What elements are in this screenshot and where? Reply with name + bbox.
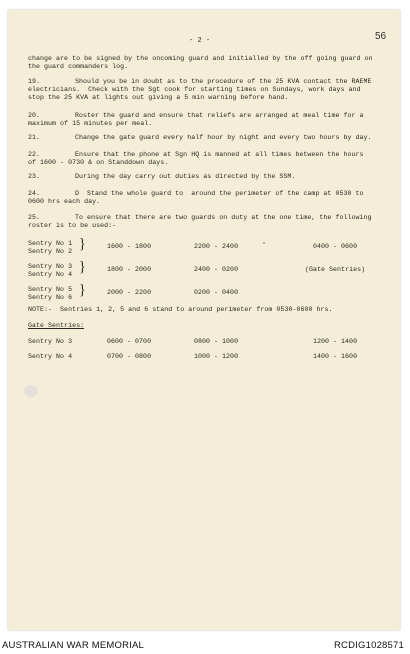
document-page	[8, 10, 400, 630]
gate-row-1-col-1: 0600 - 0700	[107, 338, 152, 345]
para-20-line-1: Roster the guard and ensure that reliefs are arranged at meal time for a	[75, 112, 364, 119]
footer-archive-name: AUSTRALIAN WAR MEMORIAL	[2, 640, 145, 651]
para-21-line-1: Change the gate guard every half hour by night and every two hours by day.	[75, 134, 372, 141]
roster-2-brace: }	[79, 259, 86, 276]
roster-2-shift-1: 1800 - 2000	[107, 266, 152, 273]
para-20-number: 20.	[28, 112, 41, 119]
roster-3-sentry-a: Sentry No 5	[28, 286, 73, 293]
gate-row-1-col-2: 0800 - 1000	[194, 338, 239, 345]
para-23-line-1: During the day carry out duties as directed by the SSM.	[75, 173, 296, 180]
roster-1-sentry-a: Sentry No 1	[28, 240, 73, 247]
roster-1-sentry-b: Sentry No 2	[28, 248, 73, 255]
para-19-line-2: electricians. Check with the Sgt cook for starting times on Sundays, work days and	[28, 86, 361, 93]
roster-3-brace: }	[79, 282, 86, 299]
para-24-number: 24.	[28, 190, 41, 197]
gate-row-2-col-2: 1000 - 1200	[194, 353, 239, 360]
roster-2-shift-2: 2400 - 0200	[194, 266, 239, 273]
para-25-line-1: To ensure that there are two guards on duty at the one time, the following	[75, 214, 372, 221]
para-20-line-2: maximum of 15 minutes per meal.	[28, 120, 153, 127]
footer-record-id: RCDIG1028571	[334, 640, 404, 651]
roster-1-shift-1: 1600 - 1800	[107, 243, 152, 250]
para-25-line-2: roster is to be used:-	[28, 222, 117, 229]
para-22-number: 22.	[28, 151, 41, 158]
roster-1-shift-2: 2200 - 2400	[194, 243, 239, 250]
para-24-line-1: D Stand the whole guard to around the perimeter of the camp at 0530 to	[75, 190, 364, 197]
para-22-line-2: of 1600 - 0730 & on Standdown days.	[28, 159, 169, 166]
roster-2-sentry-b: Sentry No 4	[28, 271, 73, 278]
roster-2-sentry-a: Sentry No 3	[28, 263, 73, 270]
roster-1-shift-3: 0400 - 0600	[313, 243, 358, 250]
paper-speck	[263, 242, 265, 244]
gate-row-1-col-3: 1200 - 1400	[313, 338, 358, 345]
gate-row-2-col-3: 1400 - 1600	[313, 353, 358, 360]
para-22-line-1: Ensure that the phone at Sgn HQ is manned at all times between the hours	[75, 151, 364, 158]
para-19-line-1: Should you be in doubt as to the procedure of the 25 KVA contact the RAEME	[75, 78, 372, 85]
roster-1-brace: }	[79, 236, 86, 253]
gate-sentries-heading: Gate Sentries:	[28, 322, 85, 329]
gate-row-2-col-1: 0700 - 0800	[107, 353, 152, 360]
gate-row-1-label: Sentry No 3	[28, 338, 73, 345]
paper-smudge	[24, 385, 38, 397]
roster-2-shift-3: (Gate Sentries)	[305, 266, 366, 273]
continuation-line-2: the guard commanders log.	[28, 63, 129, 70]
para-24-line-2: 0600 hrs each day.	[28, 198, 101, 205]
roster-3-shift-2: 0200 - 0400	[194, 289, 239, 296]
roster-3-sentry-b: Sentry No 6	[28, 294, 73, 301]
continuation-line-1: change are to be signed by the oncoming guard and initialled by the off going guard on	[28, 55, 373, 62]
para-23-number: 23.	[28, 173, 41, 180]
roster-note: NOTE:- Sentries 1, 2, 5 and 6 stand to around perimeter from 0530-0600 hrs.	[28, 306, 333, 313]
para-21-number: 21.	[28, 134, 41, 141]
page-number: - 2 -	[189, 37, 211, 45]
gate-row-2-label: Sentry No 4	[28, 353, 73, 360]
para-25-number: 25.	[28, 214, 41, 221]
para-19-number: 19.	[28, 78, 41, 85]
roster-3-shift-1: 2000 - 2200	[107, 289, 152, 296]
folio-number: 56	[375, 31, 387, 42]
para-19-line-3: stop the 25 KVA at lights out giving a 5 min warning before hand.	[28, 94, 289, 101]
